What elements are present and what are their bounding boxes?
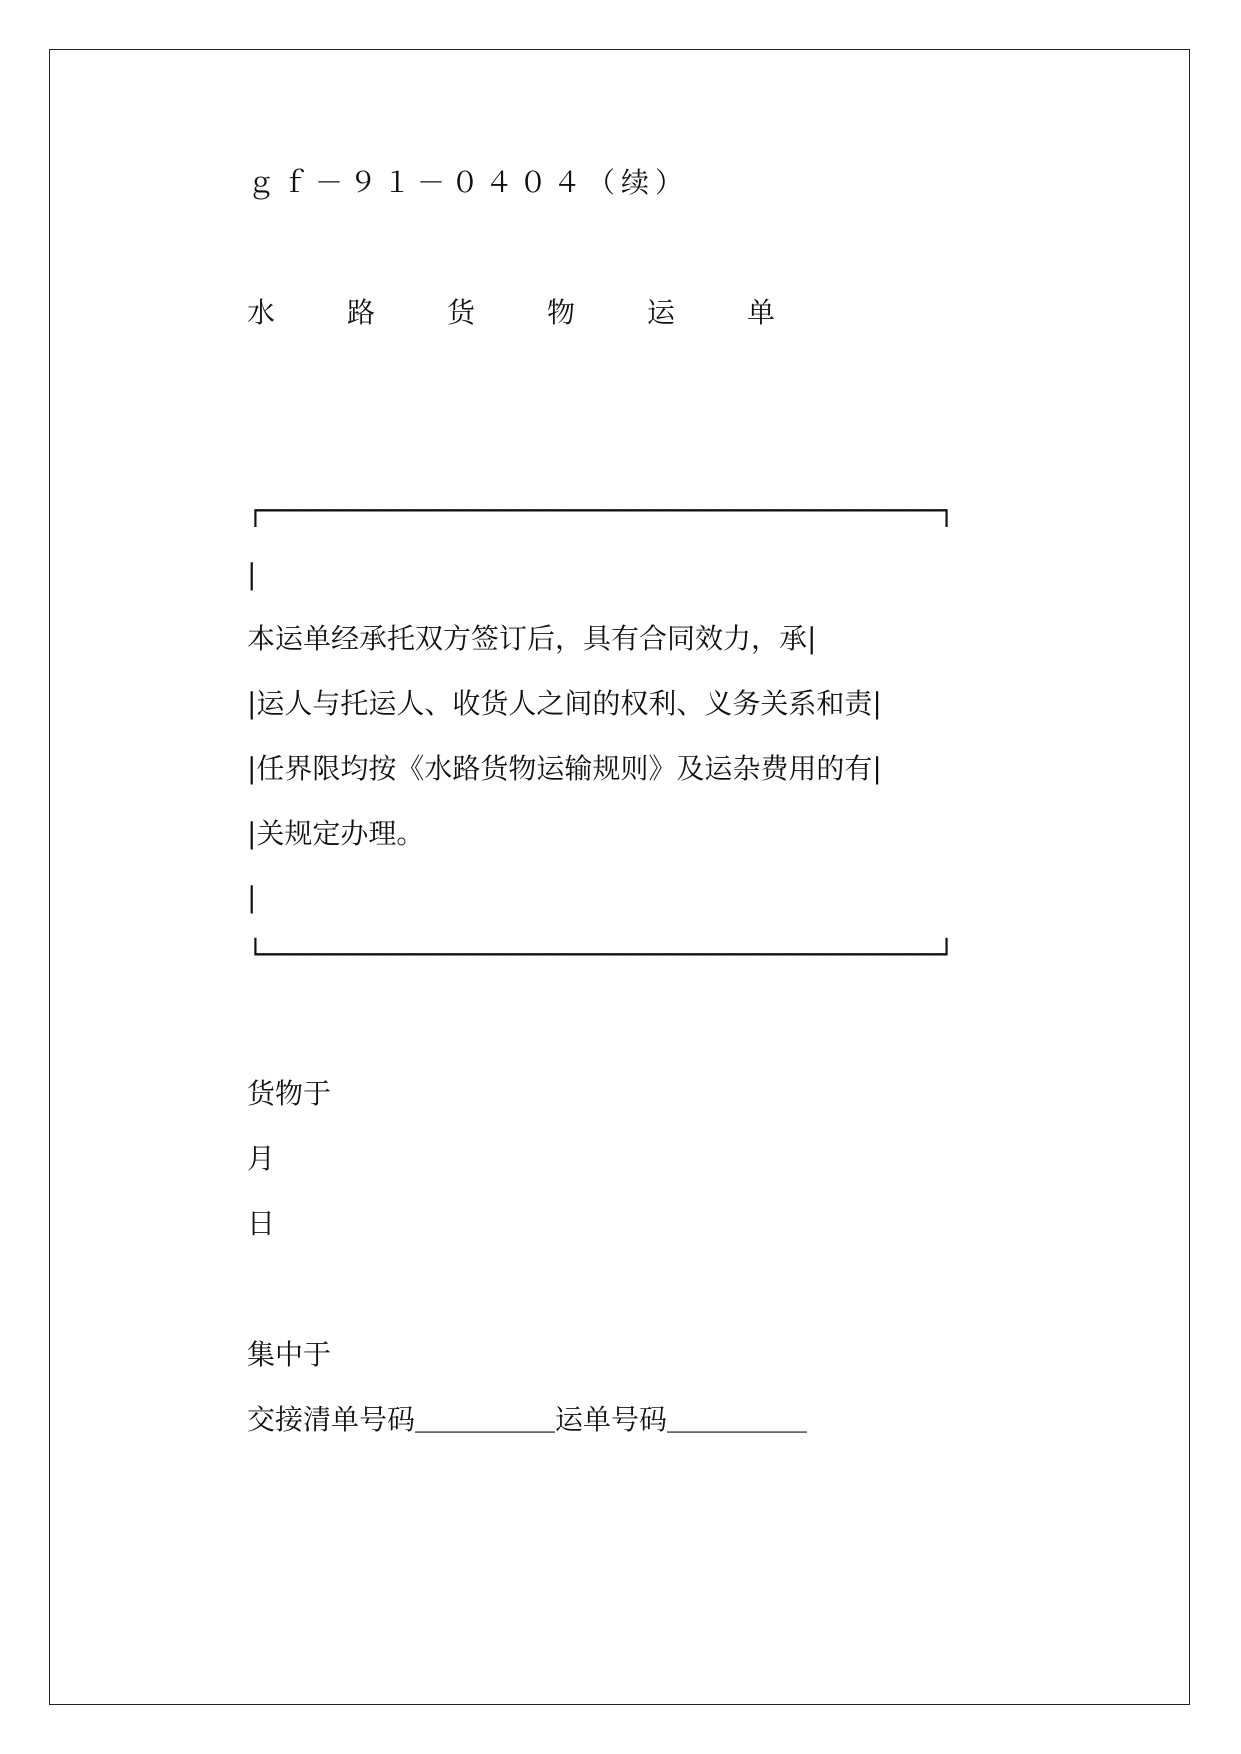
goods-on-label: 货物于: [247, 1077, 332, 1110]
notice-line-1: 本运单经承托双方签订后，具有合同效力，承|: [247, 622, 817, 655]
notice-line-2: |运人与托运人、收货人之间的权利、义务关系和责|: [247, 687, 882, 720]
notice-box-blank-top: |: [247, 558, 257, 591]
document-title: 水 路 货 物 运 单: [247, 296, 798, 329]
collected-at-label: 集中于: [247, 1338, 332, 1371]
handover-waybill-number-line: 交接清单号码＿＿＿＿＿运单号码＿＿＿＿＿: [247, 1403, 808, 1436]
form-code: ｇｆ－９１－０４０４（续）: [247, 166, 690, 199]
notice-box-blank-bottom: |: [247, 881, 257, 914]
day-label: 日: [247, 1207, 276, 1240]
notice-box-top-border: ┌────────────────────────────────────────┐: [247, 494, 956, 527]
notice-line-4: |关规定办理。: [247, 817, 425, 850]
notice-box-bottom-border: └────────────────────────────────────────┘: [247, 938, 956, 971]
notice-line-3: |任界限均按《水路货物运输规则》及运杂费用的有|: [247, 752, 882, 785]
month-label: 月: [247, 1142, 276, 1175]
